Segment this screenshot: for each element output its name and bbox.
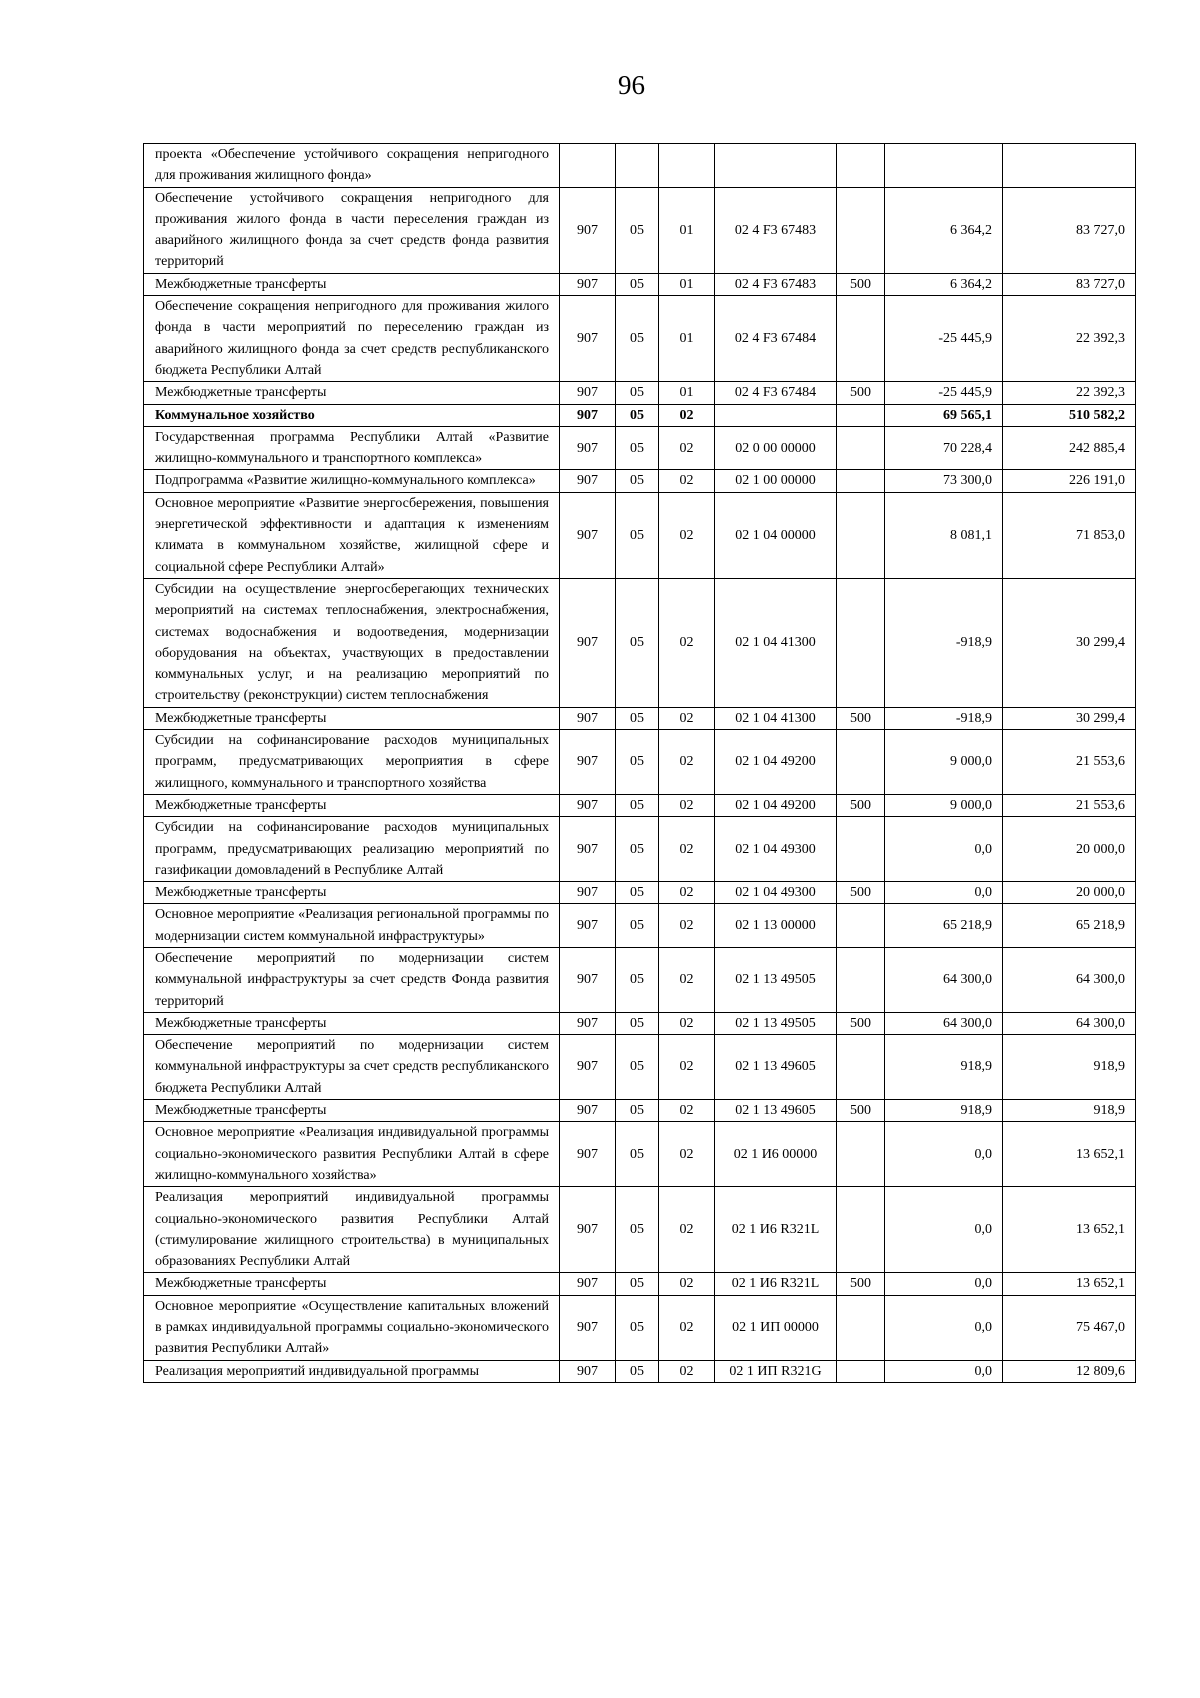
ministry-code-cell: 907 <box>560 404 616 426</box>
section-code-cell: 05 <box>616 187 659 273</box>
table-row <box>144 492 1136 578</box>
section-code-cell: 05 <box>616 947 659 1012</box>
expense-type-cell <box>837 404 885 426</box>
expense-type-cell: 500 <box>837 882 885 904</box>
section-code-cell: 05 <box>616 1122 659 1187</box>
ministry-code-cell: 907 <box>560 1012 616 1034</box>
ministry-code-cell: 907 <box>560 1360 616 1382</box>
subsection-code-cell: 02 <box>659 404 715 426</box>
amount-total-cell: 13 652,1 <box>1003 1273 1136 1295</box>
expense-type-cell <box>837 947 885 1012</box>
table-row <box>144 187 1136 273</box>
amount-change-cell: -918,9 <box>885 578 1003 707</box>
section-code-cell: 05 <box>616 707 659 729</box>
amount-total-cell: 21 553,6 <box>1003 794 1136 816</box>
amount-change-cell: 69 565,1 <box>885 404 1003 426</box>
row-name-cell: Государственная программа Республики Алтай «Развитие жилищно-коммунального и транспортного комплекса» <box>144 426 560 470</box>
subsection-code-cell: 02 <box>659 882 715 904</box>
target-article-cell: 02 4 F3 67484 <box>715 296 837 382</box>
ministry-code-cell: 907 <box>560 1187 616 1273</box>
ministry-code-cell: 907 <box>560 1295 616 1360</box>
amount-change-cell: 0,0 <box>885 1295 1003 1360</box>
row-name-cell: Межбюджетные трансферты <box>144 707 560 729</box>
row-name-cell: Межбюджетные трансферты <box>144 882 560 904</box>
target-article-cell: 02 1 И6 R321L <box>715 1273 837 1295</box>
ministry-code-cell: 907 <box>560 817 616 882</box>
subsection-code-cell: 02 <box>659 1187 715 1273</box>
ministry-code-cell: 907 <box>560 904 616 948</box>
amount-total-cell: 21 553,6 <box>1003 730 1136 795</box>
amount-change-cell: 64 300,0 <box>885 1012 1003 1034</box>
target-article-cell: 02 1 13 49505 <box>715 1012 837 1034</box>
section-code-cell: 05 <box>616 492 659 578</box>
amount-total-cell: 12 809,6 <box>1003 1360 1136 1382</box>
ministry-code-cell: 907 <box>560 470 616 492</box>
target-article-cell: 02 1 ИП 00000 <box>715 1295 837 1360</box>
target-article-cell: 02 0 00 00000 <box>715 426 837 470</box>
amount-change-cell: 918,9 <box>885 1035 1003 1100</box>
table-row <box>144 1187 1136 1273</box>
target-article-cell: 02 1 ИП R321G <box>715 1360 837 1382</box>
table-row <box>144 794 1136 816</box>
subsection-code-cell: 02 <box>659 1035 715 1100</box>
amount-total-cell: 65 218,9 <box>1003 904 1136 948</box>
expense-type-cell: 500 <box>837 707 885 729</box>
expense-type-cell <box>837 426 885 470</box>
table-row <box>144 1035 1136 1100</box>
ministry-code-cell: 907 <box>560 296 616 382</box>
section-code-cell: 05 <box>616 1035 659 1100</box>
target-article-cell: 02 1 04 49300 <box>715 817 837 882</box>
ministry-code-cell: 907 <box>560 578 616 707</box>
amount-total-cell: 20 000,0 <box>1003 882 1136 904</box>
expense-type-cell <box>837 296 885 382</box>
section-code-cell: 05 <box>616 426 659 470</box>
target-article-cell: 02 1 04 49200 <box>715 730 837 795</box>
amount-total-cell: 30 299,4 <box>1003 707 1136 729</box>
amount-change-cell: 0,0 <box>885 817 1003 882</box>
target-article-cell: 02 1 04 41300 <box>715 578 837 707</box>
table-row <box>144 1295 1136 1360</box>
subsection-code-cell: 02 <box>659 707 715 729</box>
section-code-cell: 05 <box>616 1100 659 1122</box>
ministry-code-cell: 907 <box>560 882 616 904</box>
expense-type-cell: 500 <box>837 1012 885 1034</box>
amount-total-cell: 64 300,0 <box>1003 947 1136 1012</box>
amount-total-cell: 22 392,3 <box>1003 382 1136 404</box>
expense-type-cell <box>837 817 885 882</box>
budget-table-body <box>144 144 1136 1383</box>
subsection-code-cell: 02 <box>659 794 715 816</box>
subsection-code-cell: 01 <box>659 187 715 273</box>
subsection-code-cell: 02 <box>659 947 715 1012</box>
ministry-code-cell: 907 <box>560 794 616 816</box>
row-name-cell: Субсидии на осуществление энергосберегающих технических мероприятий на системах теплоснабжения, электроснабжения, системах водоснабжения и водоотведения, модернизации оборудования на объектах, участвующих в предоставлении коммунальных услуг, и на реализацию мероприятий по строительству (реконструкции) систем теплоснабжения <box>144 578 560 707</box>
ministry-code-cell: 907 <box>560 1035 616 1100</box>
amount-change-cell: 8 081,1 <box>885 492 1003 578</box>
amount-total-cell: 242 885,4 <box>1003 426 1136 470</box>
section-code-cell: 05 <box>616 1295 659 1360</box>
section-code-cell: 05 <box>616 382 659 404</box>
expense-type-cell <box>837 578 885 707</box>
expense-type-cell <box>837 1035 885 1100</box>
ministry-code-cell: 907 <box>560 382 616 404</box>
row-name-cell: Обеспечение сокращения непригодного для проживания жилого фонда в части мероприятий по переселению граждан из аварийного жилищного фонда за счет средств республиканского бюджета Республики Алтай <box>144 296 560 382</box>
target-article-cell: 02 4 F3 67483 <box>715 273 837 295</box>
subsection-code-cell: 02 <box>659 1295 715 1360</box>
row-name-cell: Подпрограмма «Развитие жилищно-коммунального комплекса» <box>144 470 560 492</box>
amount-total-cell: 83 727,0 <box>1003 273 1136 295</box>
amount-total-cell: 22 392,3 <box>1003 296 1136 382</box>
target-article-cell: 02 1 04 49300 <box>715 882 837 904</box>
row-name-cell: Межбюджетные трансферты <box>144 1012 560 1034</box>
expense-type-cell: 500 <box>837 382 885 404</box>
table-row <box>144 904 1136 948</box>
table-row <box>144 1360 1136 1382</box>
amount-total-cell: 20 000,0 <box>1003 817 1136 882</box>
subsection-code-cell: 02 <box>659 817 715 882</box>
row-name-cell: Межбюджетные трансферты <box>144 794 560 816</box>
table-row <box>144 404 1136 426</box>
section-code-cell: 05 <box>616 296 659 382</box>
section-code-cell: 05 <box>616 882 659 904</box>
target-article-cell: 02 1 И6 00000 <box>715 1122 837 1187</box>
amount-change-cell: 73 300,0 <box>885 470 1003 492</box>
target-article-cell: 02 1 13 49505 <box>715 947 837 1012</box>
amount-total-cell: 226 191,0 <box>1003 470 1136 492</box>
table-row <box>144 578 1136 707</box>
row-name-cell: Обеспечение устойчивого сокращения непригодного для проживания жилого фонда в части переселения граждан из аварийного жилищного фонда за счет средств фонда развития территорий <box>144 187 560 273</box>
ministry-code-cell: 907 <box>560 273 616 295</box>
amount-total-cell: 83 727,0 <box>1003 187 1136 273</box>
expense-type-cell: 500 <box>837 1100 885 1122</box>
amount-change-cell: 9 000,0 <box>885 730 1003 795</box>
row-name-cell: Межбюджетные трансферты <box>144 382 560 404</box>
subsection-code-cell <box>659 144 715 188</box>
subsection-code-cell: 02 <box>659 1012 715 1034</box>
row-name-cell: Обеспечение мероприятий по модернизации систем коммунальной инфраструктуры за счет средств Фонда развития территорий <box>144 947 560 1012</box>
section-code-cell: 05 <box>616 904 659 948</box>
target-article-cell: 02 1 13 00000 <box>715 904 837 948</box>
table-row <box>144 382 1136 404</box>
section-code-cell: 05 <box>616 1360 659 1382</box>
amount-total-cell: 510 582,2 <box>1003 404 1136 426</box>
amount-total-cell: 75 467,0 <box>1003 1295 1136 1360</box>
page-number: 96 <box>618 70 645 100</box>
amount-total-cell: 918,9 <box>1003 1100 1136 1122</box>
target-article-cell: 02 4 F3 67483 <box>715 187 837 273</box>
amount-total-cell: 918,9 <box>1003 1035 1136 1100</box>
amount-change-cell: -25 445,9 <box>885 382 1003 404</box>
budget-table <box>143 143 1136 1383</box>
expense-type-cell <box>837 1187 885 1273</box>
target-article-cell: 02 4 F3 67484 <box>715 382 837 404</box>
amount-change-cell: 918,9 <box>885 1100 1003 1122</box>
target-article-cell: 02 1 13 49605 <box>715 1035 837 1100</box>
target-article-cell: 02 1 04 49200 <box>715 794 837 816</box>
amount-total-cell: 64 300,0 <box>1003 1012 1136 1034</box>
expense-type-cell: 500 <box>837 794 885 816</box>
target-article-cell <box>715 144 837 188</box>
expense-type-cell <box>837 492 885 578</box>
target-article-cell <box>715 404 837 426</box>
subsection-code-cell: 02 <box>659 1100 715 1122</box>
expense-type-cell: 500 <box>837 1273 885 1295</box>
amount-change-cell: 0,0 <box>885 1122 1003 1187</box>
subsection-code-cell: 02 <box>659 426 715 470</box>
table-row <box>144 296 1136 382</box>
table-row <box>144 273 1136 295</box>
section-code-cell: 05 <box>616 1187 659 1273</box>
row-name-cell: Межбюджетные трансферты <box>144 1100 560 1122</box>
row-name-cell: Обеспечение мероприятий по модернизации систем коммунальной инфраструктуры за счет средств республиканского бюджета Республики Алтай <box>144 1035 560 1100</box>
row-name-cell: Межбюджетные трансферты <box>144 273 560 295</box>
row-name-cell: Основное мероприятие «Реализация индивидуальной программы социально-экономического развития Республики Алтай в сфере жилищно-коммунального хозяйства» <box>144 1122 560 1187</box>
expense-type-cell <box>837 144 885 188</box>
section-code-cell: 05 <box>616 578 659 707</box>
table-row <box>144 707 1136 729</box>
subsection-code-cell: 02 <box>659 492 715 578</box>
target-article-cell: 02 1 00 00000 <box>715 470 837 492</box>
section-code-cell: 05 <box>616 404 659 426</box>
amount-change-cell: 65 218,9 <box>885 904 1003 948</box>
row-name-cell: Субсидии на софинансирование расходов муниципальных программ, предусматривающих реализацию мероприятий по газификации домовладений в Республике Алтай <box>144 817 560 882</box>
table-row <box>144 1012 1136 1034</box>
expense-type-cell <box>837 904 885 948</box>
table-row <box>144 730 1136 795</box>
target-article-cell: 02 1 04 41300 <box>715 707 837 729</box>
amount-change-cell: 0,0 <box>885 882 1003 904</box>
table-row <box>144 1122 1136 1187</box>
expense-type-cell <box>837 1122 885 1187</box>
amount-change-cell <box>885 144 1003 188</box>
ministry-code-cell: 907 <box>560 492 616 578</box>
subsection-code-cell: 02 <box>659 1360 715 1382</box>
amount-change-cell: 6 364,2 <box>885 273 1003 295</box>
expense-type-cell <box>837 187 885 273</box>
table-row <box>144 947 1136 1012</box>
section-code-cell: 05 <box>616 817 659 882</box>
row-name-cell: Основное мероприятие «Осуществление капитальных вложений в рамках индивидуальной программы социально-экономического развития Республики Алтай» <box>144 1295 560 1360</box>
subsection-code-cell: 01 <box>659 296 715 382</box>
ministry-code-cell: 907 <box>560 426 616 470</box>
row-name-cell: проекта «Обеспечение устойчивого сокращения непригодного для проживания жилищного фонда» <box>144 144 560 188</box>
ministry-code-cell: 907 <box>560 730 616 795</box>
amount-total-cell: 13 652,1 <box>1003 1122 1136 1187</box>
ministry-code-cell: 907 <box>560 187 616 273</box>
target-article-cell: 02 1 13 49605 <box>715 1100 837 1122</box>
section-code-cell: 05 <box>616 1012 659 1034</box>
table-row <box>144 144 1136 188</box>
amount-total-cell: 30 299,4 <box>1003 578 1136 707</box>
subsection-code-cell: 02 <box>659 1273 715 1295</box>
expense-type-cell: 500 <box>837 273 885 295</box>
subsection-code-cell: 01 <box>659 382 715 404</box>
row-name-cell: Основное мероприятие «Развитие энергосбережения, повышения энергетической эффективности и адаптация к изменениям климата в коммунальном хозяйстве, жилищной сфере и социальной сфере Республики Алтай» <box>144 492 560 578</box>
ministry-code-cell: 907 <box>560 947 616 1012</box>
ministry-code-cell: 907 <box>560 1100 616 1122</box>
amount-total-cell: 71 853,0 <box>1003 492 1136 578</box>
subsection-code-cell: 02 <box>659 1122 715 1187</box>
amount-change-cell: 0,0 <box>885 1187 1003 1273</box>
table-row <box>144 1273 1136 1295</box>
row-name-cell: Реализация мероприятий индивидуальной программы <box>144 1360 560 1382</box>
expense-type-cell <box>837 730 885 795</box>
section-code-cell: 05 <box>616 273 659 295</box>
amount-change-cell: 64 300,0 <box>885 947 1003 1012</box>
amount-total-cell: 13 652,1 <box>1003 1187 1136 1273</box>
amount-total-cell <box>1003 144 1136 188</box>
row-name-cell: Субсидии на софинансирование расходов муниципальных программ, предусматривающих мероприятия в сфере жилищного, коммунального и транспортного хозяйства <box>144 730 560 795</box>
section-code-cell: 05 <box>616 470 659 492</box>
table-row <box>144 882 1136 904</box>
ministry-code-cell: 907 <box>560 1122 616 1187</box>
amount-change-cell: -25 445,9 <box>885 296 1003 382</box>
amount-change-cell: 0,0 <box>885 1360 1003 1382</box>
subsection-code-cell: 02 <box>659 730 715 795</box>
section-code-cell <box>616 144 659 188</box>
ministry-code-cell: 907 <box>560 707 616 729</box>
table-row <box>144 1100 1136 1122</box>
amount-change-cell: 9 000,0 <box>885 794 1003 816</box>
row-name-cell: Коммунальное хозяйство <box>144 404 560 426</box>
amount-change-cell: 0,0 <box>885 1273 1003 1295</box>
expense-type-cell <box>837 470 885 492</box>
section-code-cell: 05 <box>616 794 659 816</box>
subsection-code-cell: 02 <box>659 904 715 948</box>
subsection-code-cell: 02 <box>659 578 715 707</box>
amount-change-cell: -918,9 <box>885 707 1003 729</box>
section-code-cell: 05 <box>616 730 659 795</box>
subsection-code-cell: 02 <box>659 470 715 492</box>
ministry-code-cell: 907 <box>560 1273 616 1295</box>
row-name-cell: Реализация мероприятий индивидуальной программы социально-экономического развития Республики Алтай (стимулирование жилищного строительства) в муниципальных образованиях Республики Алтай <box>144 1187 560 1273</box>
subsection-code-cell: 01 <box>659 273 715 295</box>
row-name-cell: Основное мероприятие «Реализация региональной программы по модернизации систем коммунальной инфраструктуры» <box>144 904 560 948</box>
table-row <box>144 470 1136 492</box>
expense-type-cell <box>837 1360 885 1382</box>
table-row <box>144 426 1136 470</box>
amount-change-cell: 6 364,2 <box>885 187 1003 273</box>
ministry-code-cell <box>560 144 616 188</box>
row-name-cell: Межбюджетные трансферты <box>144 1273 560 1295</box>
target-article-cell: 02 1 04 00000 <box>715 492 837 578</box>
table-row <box>144 817 1136 882</box>
expense-type-cell <box>837 1295 885 1360</box>
target-article-cell: 02 1 И6 R321L <box>715 1187 837 1273</box>
amount-change-cell: 70 228,4 <box>885 426 1003 470</box>
section-code-cell: 05 <box>616 1273 659 1295</box>
